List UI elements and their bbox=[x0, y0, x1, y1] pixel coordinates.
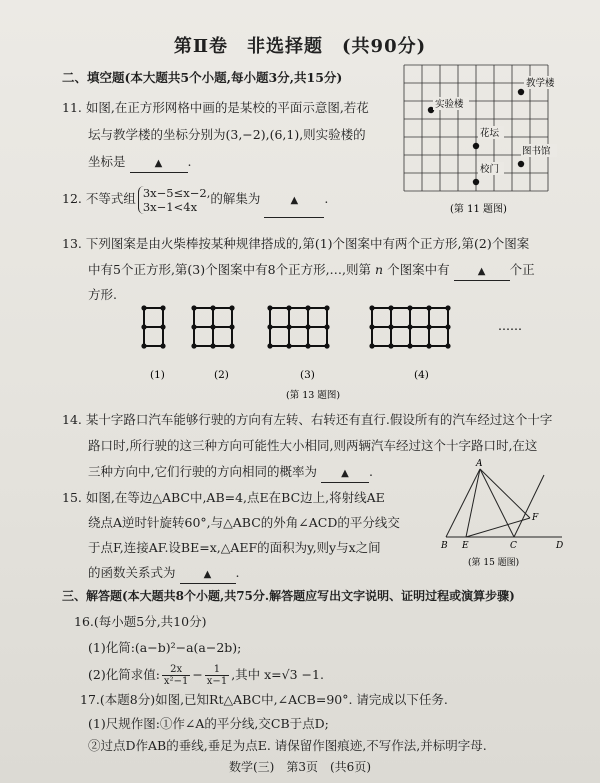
q12-line: 12. 不等式组 3x−5≤x−2, 3x−1<4x 的解集为 ▲ . bbox=[62, 183, 328, 218]
matchstick-joint bbox=[191, 324, 196, 329]
fig15-segment-ae bbox=[466, 469, 480, 537]
matchstick-joint bbox=[160, 343, 165, 348]
q16-fraction-1 bbox=[162, 664, 190, 687]
matchstick-joint bbox=[286, 343, 291, 348]
page-title: 第Ⅱ卷 非选择题 (共90分) bbox=[173, 36, 427, 57]
matchstick-joint bbox=[305, 343, 310, 348]
q13-line2a: 中有5个正方形,第(3)个图案中有8个正方形,…,则第 bbox=[88, 262, 372, 277]
matchstick-joint bbox=[141, 305, 146, 310]
matchstick-joint bbox=[210, 305, 215, 310]
q13-line3: 方形. bbox=[88, 287, 117, 302]
q15-line4-text: 的函数关系式为 bbox=[88, 565, 176, 580]
q16-f2-num: 1 bbox=[205, 664, 229, 676]
q15-line1: 15. 如图,在等边△ABC中,AB=4,点E在BC边上,将射线AE bbox=[62, 490, 385, 505]
q12-inequality-system bbox=[138, 186, 210, 214]
fig15-label-c: C bbox=[510, 541, 517, 551]
blank-triangle-icon: ▲ bbox=[477, 266, 486, 277]
q17-line3: ②过点D作AB的垂线,垂足为点E. 请保留作图痕迹,不写作法,并标明字母. bbox=[88, 738, 487, 753]
fig13-ellipsis: …… bbox=[498, 319, 522, 333]
matchstick-joint bbox=[388, 305, 393, 310]
q16-minus: − bbox=[192, 667, 203, 682]
matchstick-joint bbox=[388, 343, 393, 348]
matchstick-joint bbox=[267, 343, 272, 348]
fig13-pattern-3 bbox=[267, 305, 329, 348]
matchstick-joint bbox=[286, 324, 291, 329]
fig13-label-1: (1) bbox=[150, 369, 165, 381]
fig11-point-teach bbox=[518, 89, 524, 95]
matchstick-joint bbox=[445, 324, 450, 329]
matchstick-joint bbox=[407, 343, 412, 348]
fig13-label-2: (2) bbox=[214, 369, 229, 381]
q12-pre: 12. 不等式组 bbox=[62, 191, 136, 206]
q16-part1: (1)化简:(a−b)²−a(a−2b); bbox=[88, 640, 242, 655]
q16-f2-den: x−1 bbox=[206, 676, 228, 687]
matchstick-joint bbox=[210, 343, 215, 348]
matchstick-joint bbox=[324, 343, 329, 348]
matchstick-joint bbox=[407, 324, 412, 329]
blank-triangle-icon: ▲ bbox=[290, 195, 299, 206]
matchstick-joint bbox=[445, 305, 450, 310]
fig13-label-3: (3) bbox=[300, 369, 315, 381]
matchstick-joint bbox=[369, 343, 374, 348]
q13-answer-blank bbox=[454, 262, 510, 281]
q15-line2: 绕点A逆时针旋转60°,与△ABC的外角∠ACD的平分线交 bbox=[88, 515, 400, 530]
fig11-label-teach: 教学楼 bbox=[526, 78, 555, 89]
matchstick-joint bbox=[426, 343, 431, 348]
q11-line2: 坛与教学楼的坐标分别为(3,−2),(6,1),则实验楼的 bbox=[88, 127, 366, 142]
q15-line4: 的函数关系式为 ▲ . bbox=[88, 565, 239, 584]
fig13-label-4: (4) bbox=[414, 369, 429, 381]
q14-line3-text: 三种方向中,它们行驶的方向相同的概率为 bbox=[88, 464, 317, 479]
matchstick-joint bbox=[210, 324, 215, 329]
figure-11-campus-grid bbox=[398, 62, 558, 214]
q17-line1: 17.(本题8分)如图,已知Rt△ABC中,∠ACB=90°. 请完成以下任务. bbox=[80, 692, 448, 707]
fig15-label-f: F bbox=[532, 513, 539, 523]
fig13-caption: (第 13 题图) bbox=[286, 390, 341, 401]
q15-answer-blank bbox=[180, 565, 236, 584]
figure-13-matchstick-patterns bbox=[136, 300, 556, 406]
matchstick-joint bbox=[141, 343, 146, 348]
matchstick-joint bbox=[160, 305, 165, 310]
fig13-pattern-1 bbox=[141, 305, 165, 348]
matchstick-joint bbox=[324, 324, 329, 329]
q12-ineq1: 3x−5≤x−2, bbox=[142, 185, 211, 200]
fig11-caption: (第 11 题图) bbox=[450, 204, 507, 214]
fig15-caption: (第 15 题图) bbox=[468, 558, 520, 568]
q16-part2 bbox=[88, 662, 324, 688]
fig11-point-garden bbox=[473, 143, 479, 149]
matchstick-joint bbox=[407, 305, 412, 310]
fig15-angle-bisector bbox=[514, 475, 544, 537]
fig15-segment-ef bbox=[466, 518, 530, 537]
q16-fraction-2 bbox=[205, 664, 229, 687]
q17-line2: (1)尺规作图:①作∠A的平分线,交CB于点D; bbox=[88, 716, 329, 731]
q14-answer-blank bbox=[321, 464, 369, 483]
matchstick-joint bbox=[445, 343, 450, 348]
matchstick-joint bbox=[229, 343, 234, 348]
matchstick-joint bbox=[191, 305, 196, 310]
matchstick-joint bbox=[426, 305, 431, 310]
q14-line3: 三种方向中,它们行驶的方向相同的概率为 ▲ . bbox=[88, 464, 373, 483]
matchstick-joint bbox=[160, 324, 165, 329]
fig15-side-ab bbox=[446, 469, 480, 537]
matchstick-joint bbox=[229, 324, 234, 329]
matchstick-joint bbox=[426, 324, 431, 329]
q12-post: 的解集为 bbox=[210, 191, 261, 206]
fig13-pattern-2 bbox=[191, 305, 234, 348]
q12-ineq2: 3x−1<4x bbox=[142, 199, 198, 214]
q11-line1: 11. 如图,在正方形网格中画的是某校的平面示意图,若花 bbox=[62, 100, 369, 115]
section-solve-heading: 三、解答题(本大题共8个小题,共75分.解答题应写出文字说明、证明过程或演算步骤) bbox=[62, 589, 515, 603]
matchstick-joint bbox=[305, 324, 310, 329]
q13-line2b: 个图案中有 bbox=[387, 262, 450, 277]
matchstick-joint bbox=[267, 305, 272, 310]
q14-line2: 路口时,所行驶的这三种方向可能性大小相同,则两辆汽车经过这个十字路口时,在这 bbox=[88, 438, 538, 453]
q16-part2-post: ,其中 x=√3 −1. bbox=[231, 667, 324, 682]
fig11-point-gate bbox=[473, 179, 479, 185]
matchstick-joint bbox=[388, 324, 393, 329]
blank-triangle-icon: ▲ bbox=[341, 468, 349, 479]
q16-line1: 16.(每小题5分,共10分) bbox=[74, 614, 207, 629]
q14-line1: 14. 某十字路口汽车能够行驶的方向有左转、右转还有直行.假设所有的汽车经过这个十字 bbox=[62, 412, 553, 427]
fig11-label-library: 图书馆 bbox=[522, 146, 551, 157]
fig15-label-b: B bbox=[441, 541, 448, 551]
matchstick-joint bbox=[324, 305, 329, 310]
figure-15-triangle bbox=[440, 455, 570, 573]
q13-line1: 13. 下列图案是由火柴棒按某种规律搭成的,第(1)个图案中有两个正方形,第(2)个图案 bbox=[62, 236, 530, 251]
q13-line2 bbox=[88, 262, 535, 281]
fig11-point-library bbox=[518, 161, 524, 167]
fig11-label-garden: 花坛 bbox=[480, 128, 500, 139]
q12-answer-blank bbox=[264, 183, 324, 218]
section-fill-heading: 二、填空题(本大题共5个小题,每小题3分,共15分) bbox=[62, 70, 343, 85]
matchstick-joint bbox=[141, 324, 146, 329]
fig15-label-a: A bbox=[476, 459, 483, 469]
q11-line3-text: 坐标是 bbox=[88, 154, 126, 169]
fig11-label-lab: 实验楼 bbox=[435, 99, 464, 110]
matchstick-joint bbox=[305, 305, 310, 310]
page-footer: 数学(三) 第3页 (共6页) bbox=[229, 760, 371, 774]
q16-f1-num: 2x bbox=[162, 664, 190, 676]
fig11-label-gate: 校门 bbox=[480, 164, 500, 175]
matchstick-joint bbox=[191, 343, 196, 348]
matchstick-joint bbox=[369, 324, 374, 329]
matchstick-joint bbox=[286, 305, 291, 310]
q11-answer-blank bbox=[130, 154, 188, 173]
q11-line3: 坐标是 ▲ . bbox=[88, 154, 191, 173]
matchstick-joint bbox=[369, 305, 374, 310]
q15-line3: 于点F,连接AF.设BE=x,△AEF的面积为y,则y与x之间 bbox=[88, 540, 381, 555]
fig15-side-ac bbox=[480, 469, 514, 537]
fig13-pattern-4 bbox=[369, 305, 450, 348]
q13-n: n bbox=[375, 262, 384, 277]
q16-f1-den: x²−1 bbox=[163, 676, 189, 687]
fig15-label-e: E bbox=[462, 541, 469, 551]
fig15-label-d: D bbox=[556, 541, 564, 551]
blank-triangle-icon: ▲ bbox=[154, 158, 163, 169]
fig15-segment-af bbox=[480, 469, 530, 518]
blank-triangle-icon: ▲ bbox=[203, 569, 212, 580]
matchstick-joint bbox=[229, 305, 234, 310]
matchstick-joint bbox=[267, 324, 272, 329]
q13-line2c: 个正 bbox=[509, 262, 535, 277]
q16-part2-pre: (2)化简求值: bbox=[88, 667, 160, 682]
